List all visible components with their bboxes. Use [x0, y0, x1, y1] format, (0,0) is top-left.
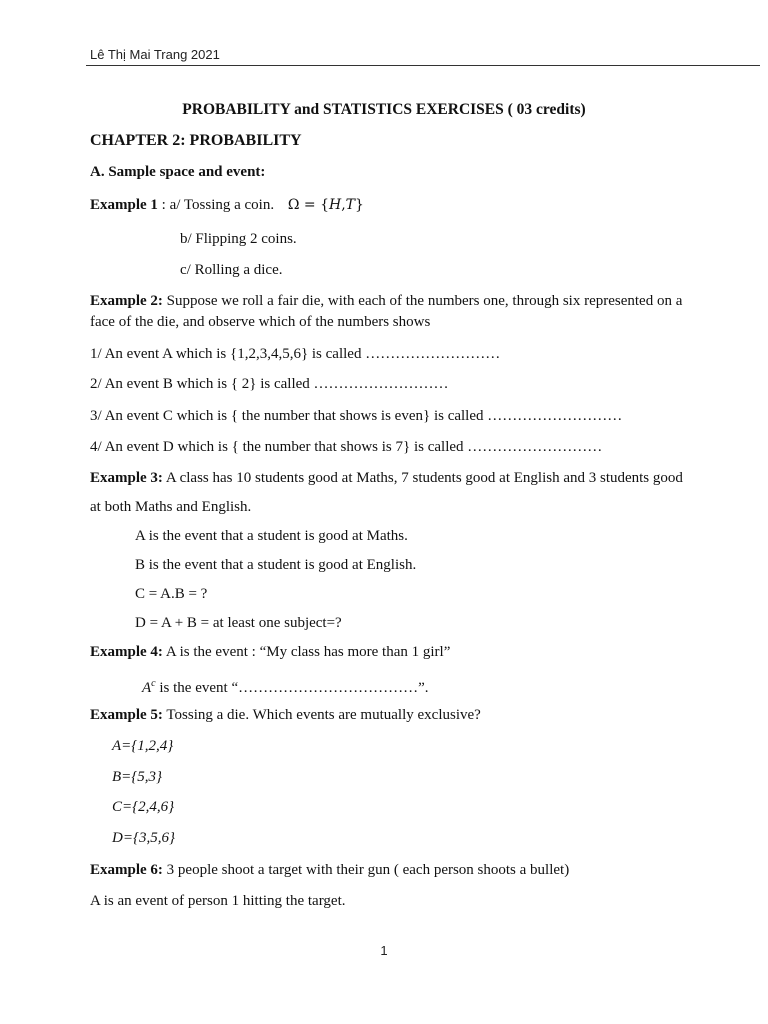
example-1-label: Example 1	[90, 197, 158, 213]
example-4-complement-text: is the event “………………………………”.	[155, 680, 429, 696]
example-2-line-1	[90, 292, 682, 310]
event-set-b: B={5,3}	[112, 769, 163, 785]
example-2-text-1: Suppose we roll a fair die, with each of the numbers one, through six represented on a	[162, 293, 683, 309]
example-3-event-a: A is the event that a student is good at Maths.	[135, 528, 408, 544]
example-5-label: Example 5:	[90, 707, 163, 723]
event-set-d: D={3,5,6}	[112, 830, 175, 846]
example-4-label: Example 4:	[90, 644, 163, 660]
example-6-line-2: A is an event of person 1 hitting the target.	[90, 893, 346, 909]
example-3-event-b: B is the event that a student is good at English.	[135, 557, 417, 573]
example-4-text: A is the event : “My class has more than 1 girl”	[162, 644, 451, 660]
example-1-line-a	[90, 196, 364, 214]
sample-space-formula	[288, 197, 364, 213]
example-2-question-3: 3/ An event C which is { the number that shows is even} is called ………………………	[90, 408, 623, 424]
example-5-line-1	[90, 706, 481, 724]
header-divider	[86, 65, 760, 66]
page-number: 1	[380, 943, 388, 958]
chapter-heading: CHAPTER 2: PROBABILITY	[90, 132, 302, 149]
example-6-text: 3 people shoot a target with their gun ( each person shoots a bullet)	[162, 862, 570, 878]
section-heading: A. Sample space and event:	[90, 164, 266, 180]
example-3-line-1	[90, 469, 683, 487]
example-2-question-1: 1/ An event A which is {1,2,3,4,5,6} is called ………………………	[90, 346, 501, 362]
complement-superscript: c	[151, 678, 156, 689]
example-3-event-d: D = A + B = at least one subject=?	[135, 615, 342, 631]
example-4-line-1	[90, 643, 450, 661]
formula-close-brace: }	[355, 197, 364, 213]
formula-comma: ,	[341, 197, 346, 213]
example-2-text-2: face of the die, and observe which of the numbers shows	[90, 314, 431, 330]
page-header: Lê Thị Mai Trang 2021	[90, 47, 220, 62]
omega-symbol: Ω = {	[287, 197, 329, 213]
example-3-label: Example 3:	[90, 470, 163, 486]
complement-symbol	[142, 680, 156, 696]
outcome-t: T	[345, 197, 356, 213]
example-2-question-2: 2/ An event B which is { 2} is called ………………………	[90, 376, 449, 392]
example-6-label: Example 6:	[90, 862, 163, 878]
example-2-label: Example 2:	[90, 293, 163, 309]
example-2-question-4: 4/ An event D which is { the number that shows is 7} is called ………………………	[90, 439, 603, 455]
example-3-event-c: C = A.B = ?	[135, 586, 208, 602]
example-5-text: Tossing a die. Which events are mutually exclusive?	[162, 707, 481, 723]
example-6-line-1	[90, 861, 569, 879]
example-1-part-b: b/ Flipping 2 coins.	[180, 231, 297, 247]
complement-base: A	[142, 680, 152, 696]
example-4-complement-line	[142, 675, 429, 697]
example-3-text-2: at both Maths and English.	[90, 499, 252, 515]
document-title: PROBABILITY and STATISTICS EXERCISES ( 03 credits)	[182, 101, 586, 118]
example-1-separator: :	[157, 197, 170, 213]
example-1-part-c: c/ Rolling a dice.	[180, 262, 283, 278]
event-set-c: C={2,4,6}	[112, 799, 175, 815]
example-3-text-1: A class has 10 students good at Maths, 7 students good at English and 3 students good	[162, 470, 683, 486]
event-set-a: A={1,2,4}	[112, 738, 174, 754]
example-1-part-a: a/ Tossing a coin.	[169, 197, 275, 213]
outcome-h: H	[329, 197, 342, 213]
